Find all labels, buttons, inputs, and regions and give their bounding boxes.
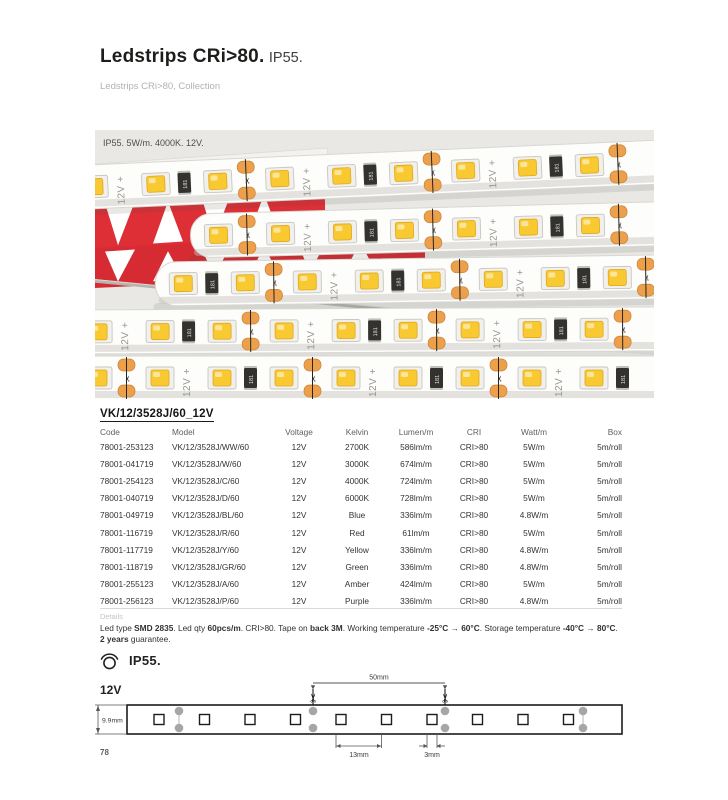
table-cell: 78001-254123 bbox=[100, 475, 154, 486]
scissors-icon: ✂ bbox=[306, 692, 321, 703]
table-cell: 78001-040719 bbox=[100, 493, 154, 504]
table-cell: 724lm/m bbox=[400, 475, 432, 486]
table-cell: 12V bbox=[291, 579, 307, 590]
table-cell: VK/12/3528J/A/60 bbox=[172, 579, 239, 590]
page-title bbox=[100, 46, 303, 68]
table-cell: Blue bbox=[348, 510, 366, 521]
column-header: CRI bbox=[466, 427, 482, 437]
ledstrip-photo-graphic bbox=[95, 130, 654, 399]
table-cell: 12V bbox=[291, 493, 307, 504]
svg-text:181: 181 bbox=[396, 277, 403, 287]
table-cell: CRI>80 bbox=[459, 544, 489, 555]
svg-text:12V +: 12V + bbox=[302, 222, 315, 253]
table-cell: CRI>80 bbox=[459, 493, 489, 504]
svg-text:12V +: 12V + bbox=[182, 368, 193, 397]
svg-text:12V +: 12V + bbox=[554, 368, 565, 397]
table-cell: CRI>80 bbox=[459, 579, 489, 590]
svg-text:181: 181 bbox=[373, 327, 380, 337]
table-cell: Purple bbox=[345, 596, 369, 607]
table-cell: CRI>80 bbox=[459, 527, 489, 538]
table-cell: 5m/roll bbox=[597, 544, 622, 555]
svg-text:181: 181 bbox=[554, 163, 561, 173]
table-cell: 78001-116719 bbox=[100, 527, 153, 538]
spec-table bbox=[100, 427, 622, 610]
table-row bbox=[100, 558, 622, 575]
svg-text:12V +: 12V + bbox=[487, 159, 500, 189]
column-header: Watt/m bbox=[521, 427, 547, 437]
table-cell: 5m/roll bbox=[597, 579, 622, 590]
svg-text:12V +: 12V + bbox=[120, 321, 132, 351]
table-row bbox=[100, 438, 622, 455]
table-cell: 78001-118719 bbox=[100, 561, 153, 572]
table-cell: 5W/m bbox=[523, 527, 545, 538]
table-cell: 4.8W/m bbox=[519, 561, 549, 572]
svg-text:181: 181 bbox=[249, 374, 255, 384]
table-cell: 12V bbox=[291, 475, 307, 486]
table-cell: 78001-255123 bbox=[100, 579, 154, 590]
details-label: Details bbox=[100, 612, 123, 621]
column-header: Voltage bbox=[285, 427, 313, 437]
table-cell: 336lm/m bbox=[400, 544, 432, 555]
diagram-height-label: 9.9mm bbox=[102, 717, 123, 725]
table-cell: 4.8W/m bbox=[519, 510, 549, 521]
table-cell: 336lm/m bbox=[400, 561, 432, 572]
svg-text:12V +: 12V + bbox=[515, 268, 527, 298]
table-cell: 2700K bbox=[345, 441, 369, 452]
page-header bbox=[100, 46, 303, 92]
svg-text:12V +: 12V + bbox=[301, 167, 314, 197]
table-cell: 5m/roll bbox=[597, 441, 622, 452]
svg-text:✂: ✂ bbox=[433, 327, 443, 335]
table-cell: VK/12/3528J/D/60 bbox=[172, 493, 240, 504]
svg-text:181: 181 bbox=[369, 227, 376, 238]
table-cell: Red bbox=[349, 527, 365, 538]
led-strip bbox=[95, 307, 654, 360]
svg-text:✂: ✂ bbox=[270, 279, 280, 287]
details-line-2: 2 years guarantee. bbox=[100, 633, 171, 644]
table-cell: 61lm/m bbox=[402, 527, 430, 538]
page-subtitle: Ledstrips CRi>80, Collection bbox=[100, 81, 221, 92]
svg-text:✂: ✂ bbox=[642, 274, 652, 282]
table-cell: 78001-256123 bbox=[100, 596, 154, 607]
led-strip bbox=[153, 254, 654, 312]
table-cell: VK/12/3528J/C/60 bbox=[172, 475, 240, 486]
svg-text:181: 181 bbox=[559, 326, 566, 336]
strip-dimension-diagram bbox=[90, 670, 640, 762]
table-cell: VK/12/3528J/BL/60 bbox=[172, 510, 244, 521]
table-cell: VK/12/3528J/R/60 bbox=[172, 527, 240, 538]
page-title-suffix: IP55. bbox=[268, 50, 303, 66]
column-header: Kelvin bbox=[345, 427, 369, 437]
table-cell: CRI>80 bbox=[459, 561, 489, 572]
product-table-body bbox=[100, 438, 622, 610]
led-strip bbox=[95, 356, 654, 399]
table-cell: VK/12/3528J/W/60 bbox=[172, 458, 242, 469]
table-cell: CRI>80 bbox=[459, 596, 489, 607]
table-cell: 5W/m bbox=[523, 475, 545, 486]
table-cell: 5m/roll bbox=[597, 561, 622, 572]
svg-text:✂: ✂ bbox=[429, 226, 440, 234]
table-cell: Yellow bbox=[345, 544, 369, 555]
scissors-icon: ✂ bbox=[438, 692, 453, 703]
table-cell: 5W/m bbox=[523, 441, 545, 452]
svg-text:✂: ✂ bbox=[456, 276, 466, 284]
spec-table-section bbox=[100, 404, 622, 610]
svg-text:12V +: 12V + bbox=[115, 175, 128, 205]
table-cell: 12V bbox=[291, 441, 307, 452]
svg-text:181: 181 bbox=[555, 223, 562, 233]
table-cell: 3000K bbox=[345, 458, 369, 469]
table-cell: 78001-117719 bbox=[100, 544, 153, 555]
table-cell: 4.8W/m bbox=[519, 596, 549, 607]
svg-text:✂: ✂ bbox=[614, 160, 625, 169]
table-cell: VK/12/3528J/GR/60 bbox=[172, 561, 246, 572]
table-cell: 5W/m bbox=[523, 458, 545, 469]
table-cell: 5m/roll bbox=[597, 527, 622, 538]
table-cell: 5m/roll bbox=[597, 458, 622, 469]
svg-text:✂: ✂ bbox=[495, 375, 505, 382]
table-cell: 5m/roll bbox=[597, 493, 622, 504]
table-cell: VK/12/3528J/Y/60 bbox=[172, 544, 239, 555]
diagram-cut-length-label: 50mm bbox=[369, 674, 389, 682]
table-cell: 12V bbox=[291, 458, 307, 469]
table-cell: 78001-049719 bbox=[100, 510, 154, 521]
page-number: 78 bbox=[100, 748, 109, 757]
ip55-label: IP55. bbox=[129, 653, 161, 668]
table-cell: 674lm/m bbox=[400, 458, 432, 469]
svg-text:✂: ✂ bbox=[247, 328, 257, 336]
table-cell: VK/12/3528J/P/60 bbox=[172, 596, 239, 607]
column-header: Lumen/m bbox=[398, 427, 434, 437]
table-cell: 12V bbox=[291, 596, 307, 607]
svg-text:181: 181 bbox=[187, 328, 194, 338]
table-cell: CRI>80 bbox=[459, 458, 489, 469]
svg-text:✂: ✂ bbox=[428, 169, 439, 177]
table-cell: 12V bbox=[291, 510, 307, 521]
table-cell: CRI>80 bbox=[459, 475, 489, 486]
column-header: Code bbox=[100, 427, 120, 437]
svg-text:12V +: 12V + bbox=[488, 217, 500, 248]
svg-text:12V +: 12V + bbox=[306, 320, 318, 350]
table-cell: CRI>80 bbox=[459, 510, 489, 521]
table-cell: 4000K bbox=[345, 475, 369, 486]
svg-text:181: 181 bbox=[210, 279, 217, 290]
table-cell: 424lm/m bbox=[400, 579, 432, 590]
column-header: Box bbox=[607, 427, 622, 437]
splash-protection-icon bbox=[99, 650, 120, 671]
table-cell: Amber bbox=[344, 579, 370, 590]
product-photo bbox=[95, 130, 654, 399]
svg-text:✂: ✂ bbox=[243, 231, 254, 239]
photo-canvas bbox=[95, 130, 654, 399]
table-cell: 5m/roll bbox=[597, 475, 622, 486]
table-cell: 5W/m bbox=[523, 493, 545, 504]
table-row bbox=[100, 490, 622, 507]
column-header: Model bbox=[172, 427, 195, 437]
table-row bbox=[100, 472, 622, 489]
table-row bbox=[100, 455, 622, 472]
table-cell: 12V bbox=[291, 544, 307, 555]
table-cell: VK/12/3528J/WW/60 bbox=[172, 441, 250, 452]
svg-text:12V +: 12V + bbox=[492, 319, 504, 349]
svg-text:181: 181 bbox=[582, 274, 589, 285]
table-row bbox=[100, 541, 622, 558]
svg-text:12V +: 12V + bbox=[368, 368, 379, 397]
table-cell: 78001-041719 bbox=[100, 458, 154, 469]
table-cell: 4.8W/m bbox=[519, 544, 549, 555]
table-row bbox=[100, 576, 622, 593]
table-cell: 728lm/m bbox=[400, 493, 432, 504]
table-row bbox=[100, 507, 622, 524]
details-line-1: Led type SMD 2835. Led qty 60pcs/m. CRI>80. Tape on back 3M. Working temperature -25°C → 60°C. Storage temperature -40°C → 80°C. bbox=[100, 623, 618, 633]
table-cell: Green bbox=[345, 561, 369, 572]
table-title: VK/12/3528J/60_12V bbox=[100, 408, 214, 420]
svg-text:181: 181 bbox=[435, 374, 441, 384]
svg-text:✂: ✂ bbox=[123, 375, 133, 382]
photo-caption: IP55. 5W/m. 4000K. 12V. bbox=[103, 138, 204, 148]
diagram-led-width-label: 3mm bbox=[424, 752, 440, 759]
ip55-row bbox=[99, 650, 161, 671]
table-cell: 5W/m bbox=[523, 579, 545, 590]
table-header-row bbox=[100, 427, 622, 438]
table-cell: 78001-253123 bbox=[100, 441, 154, 452]
table-cell: 12V bbox=[291, 527, 307, 538]
table-cell: 5m/roll bbox=[597, 510, 622, 521]
table-cell: 336lm/m bbox=[400, 596, 432, 607]
table-cell: CRI>80 bbox=[459, 441, 489, 452]
table-cell: 336lm/m bbox=[400, 510, 432, 521]
table-cell: 586lm/m bbox=[400, 441, 432, 452]
table-cell: 5m/roll bbox=[597, 596, 622, 607]
table-cell: 12V bbox=[291, 561, 307, 572]
diagram-voltage-label: 12V bbox=[100, 683, 122, 697]
svg-text:✂: ✂ bbox=[615, 221, 626, 229]
details-section bbox=[100, 608, 622, 645]
table-cell: 6000K bbox=[345, 493, 369, 504]
diagram-pitch-label: 13mm bbox=[349, 752, 369, 759]
svg-text:181: 181 bbox=[182, 179, 190, 189]
svg-text:✂: ✂ bbox=[309, 375, 319, 382]
svg-text:181: 181 bbox=[368, 171, 375, 181]
svg-text:181: 181 bbox=[621, 374, 627, 384]
table-row bbox=[100, 524, 622, 541]
svg-text:✂: ✂ bbox=[619, 326, 629, 334]
svg-text:12V +: 12V + bbox=[329, 271, 341, 301]
svg-text:✂: ✂ bbox=[243, 177, 253, 185]
page-title-main: Ledstrips CRi>80. bbox=[100, 46, 265, 67]
